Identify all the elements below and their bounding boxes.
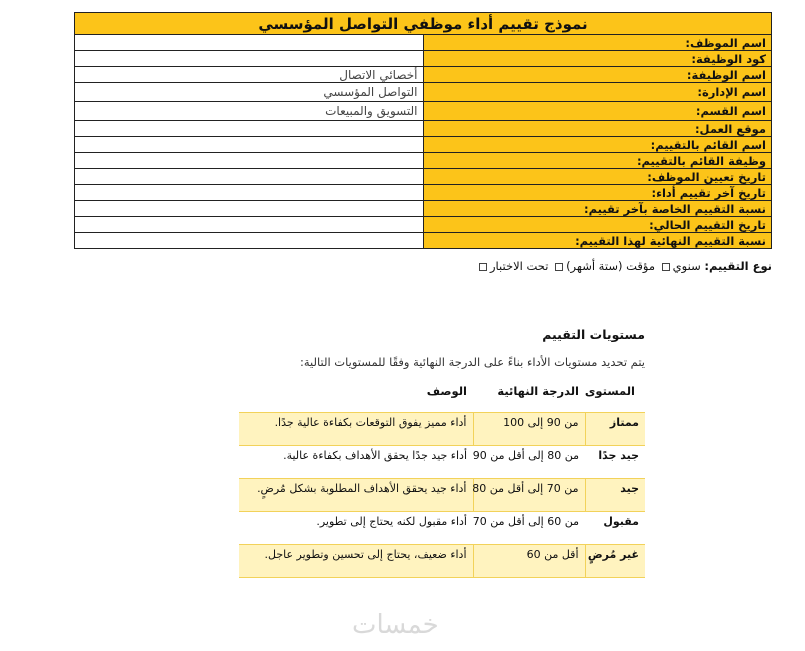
description-cell: أداء جيد يحقق الأهداف المطلوبة بشكل مُرضٍ.: [239, 479, 473, 512]
description-cell: أداء ضعيف، يحتاج إلى تحسين وتطوير عاجل.: [239, 545, 473, 578]
score-cell: من 80 إلى أقل من 90: [472, 449, 579, 462]
field-label: كود الوظيفة:: [423, 51, 772, 67]
field-label: تاريخ التقييم الحالي:: [423, 217, 772, 233]
level-cell: جيد: [585, 479, 645, 512]
field-label: اسم القسم:: [423, 102, 772, 121]
field-label: موقع العمل:: [423, 121, 772, 137]
field-label: اسم الوظيفة:: [423, 67, 772, 83]
option-probation: تحت الاختبار: [489, 259, 549, 273]
field-value[interactable]: [75, 35, 424, 51]
option-temporary: مؤقت (ستة أشهر): [566, 259, 655, 273]
field-value[interactable]: [75, 169, 424, 185]
employee-info-form: [74, 12, 772, 249]
field-label: تاريخ آخر تقييم أداء:: [423, 185, 772, 201]
field-value[interactable]: [75, 217, 424, 233]
description-cell: أداء جيد جدًا يحقق الأهداف بكفاءة عالية.: [283, 449, 467, 462]
field-value[interactable]: أخصائي الاتصال: [75, 67, 424, 83]
field-label: تاريخ تعيين الموظف:: [423, 169, 772, 185]
score-cell: من 70 إلى أقل من 80: [473, 479, 585, 512]
level-cell: جيد جدًا: [598, 449, 639, 462]
levels-intro: يتم تحديد مستويات الأداء بناءً على الدرجة النهائية وفقًا للمستويات التالية:: [299, 355, 645, 369]
description-cell: أداء مميز يفوق التوقعات بكفاءة عالية جدًا.: [239, 413, 473, 446]
field-value[interactable]: [75, 137, 424, 153]
table-row: [239, 479, 645, 512]
evaluation-type-label: نوع التقييم:: [704, 259, 772, 273]
field-value[interactable]: [75, 51, 424, 67]
checkbox-icon[interactable]: [479, 263, 487, 271]
field-value[interactable]: [75, 233, 424, 249]
option-annual: سنوي: [672, 259, 701, 273]
level-cell: مقبول: [603, 515, 639, 528]
score-cell: من 90 إلى 100: [473, 413, 585, 446]
levels-table: [239, 378, 645, 578]
watermark-logo: خمسات: [352, 610, 439, 640]
field-label: اسم القائم بالتقييم:: [423, 137, 772, 153]
levels-heading: مستويات التقييم: [542, 327, 645, 342]
table-row: [239, 545, 645, 578]
field-value[interactable]: [75, 121, 424, 137]
field-value[interactable]: [75, 153, 424, 169]
level-cell: ممتاز: [585, 413, 645, 446]
field-label: نسبة التقييم النهائية لهذا التقييم:: [423, 233, 772, 249]
field-label: وظيفة القائم بالتقييم:: [423, 153, 772, 169]
column-header: الوصف: [426, 384, 467, 398]
column-header: المستوى: [584, 384, 635, 398]
evaluation-type-line: [476, 259, 772, 273]
field-label: اسم الموظف:: [423, 35, 772, 51]
score-cell: أقل من 60: [473, 545, 585, 578]
field-label: نسبة التقييم الخاصة بآخر تقييم:: [423, 201, 772, 217]
field-value[interactable]: التسويق والمبيعات: [75, 102, 424, 121]
form-title: نموذج تقييم أداء موظفي التواصل المؤسسي: [75, 13, 772, 35]
checkbox-icon[interactable]: [555, 263, 563, 271]
table-row: [239, 512, 645, 545]
checkbox-icon[interactable]: [662, 263, 670, 271]
column-header: الدرجة النهائية: [497, 384, 579, 398]
field-value[interactable]: [75, 185, 424, 201]
table-row: [239, 446, 645, 479]
field-value[interactable]: [75, 201, 424, 217]
table-row: [239, 413, 645, 446]
description-cell: أداء مقبول لكنه يحتاج إلى تطوير.: [316, 515, 467, 528]
level-cell: غير مُرضٍ: [585, 545, 645, 578]
field-value[interactable]: التواصل المؤسسي: [75, 83, 424, 102]
field-label: اسم الإدارة:: [423, 83, 772, 102]
score-cell: من 60 إلى أقل من 70: [472, 515, 579, 528]
